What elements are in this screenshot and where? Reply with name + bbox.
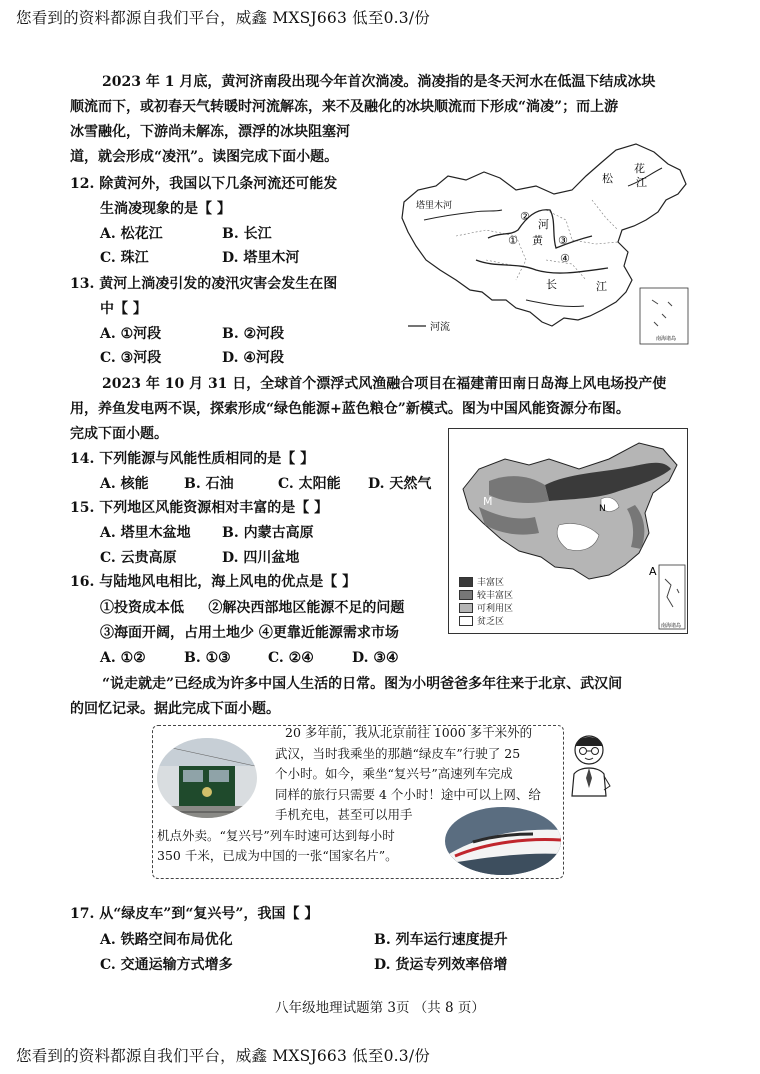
legend-fair-swatch — [459, 590, 473, 600]
passage2-line-3: 完成下面小题。 — [70, 426, 168, 442]
china-outline-map — [396, 140, 692, 348]
story-line-6: 机点外卖。“复兴号”列车时速可达到每小时 — [157, 828, 395, 843]
map1-marker-3: ③ — [558, 234, 568, 247]
wind-map-label-m: M — [483, 495, 493, 508]
q12-option-c[interactable]: C. 珠江 — [100, 250, 149, 266]
story-line-7: 350 千米，已成为中国的一张“国家名片”。 — [157, 848, 398, 863]
passage1-line-3: 冰雪融化，下游尚未解冻，漂浮的冰块阻塞河 — [70, 124, 350, 140]
map1-marker-1: ① — [508, 234, 518, 247]
wind-map-inset-frame — [659, 565, 685, 629]
q16-stem: 16. 与陆地风电相比，海上风电的优点是【 】 — [70, 574, 357, 590]
q13-option-b[interactable]: B. ②河段 — [222, 326, 285, 342]
q13-option-d[interactable]: D. ④河段 — [222, 350, 284, 366]
wind-map-label-n: N — [599, 504, 606, 514]
q16-option-d[interactable]: D. ③④ — [352, 650, 399, 666]
wind-map-inset-label: 南海诸岛 — [661, 623, 682, 629]
q17-option-c[interactable]: C. 交通运输方式增多 — [100, 957, 233, 973]
source-banner-top: 您看到的资料都源自我们平台，威鑫 MXSJ663 低至0.3/份 — [16, 9, 430, 27]
q15-stem: 15. 下列地区风能资源相对丰富的是【 】 — [70, 500, 329, 516]
q12-stem-1: 12. 除黄河外，我国以下几条河流还可能发 — [70, 176, 338, 192]
legend-rich-label: 丰富区 — [477, 578, 505, 588]
story-line-2: 武汉，当时我乘坐的那趟“绿皮车”行驶了 25 — [275, 746, 521, 761]
memory-story-box — [152, 725, 564, 879]
q13-stem-1: 13. 黄河上淌凌引发的凌汛灾害会发生在图 — [70, 276, 338, 292]
q16-option-b[interactable]: B. ①③ — [184, 650, 231, 666]
q17-option-d[interactable]: D. 货运专列效率倍增 — [374, 957, 508, 973]
map1-label-jiang: 江 — [596, 280, 607, 293]
q14-stem: 14. 下列能源与风能性质相同的是【 】 — [70, 451, 315, 467]
legend-poor — [459, 614, 513, 627]
q14-option-d[interactable]: D. 天然气 — [368, 476, 432, 492]
wind-map-legend — [459, 575, 513, 627]
q12-options-row-1 — [100, 222, 272, 246]
q14-options — [100, 472, 431, 496]
q15-options-row-2 — [100, 546, 299, 570]
passage3-line-1: “说走就走”已经成为许多中国人生活的日常。图为小明爸爸多年往来于北京、武汉间 — [102, 676, 623, 692]
q12-options-row-2 — [100, 246, 299, 270]
q17-option-b[interactable]: B. 列车运行速度提升 — [374, 932, 508, 948]
map1-label-jiang-songhua: 江 — [636, 176, 647, 189]
passage2-line-2: 用，养鱼发电两不误，探索形成“绿色能源+蓝色粮仓”新模式。图为中国风能资源分布图。 — [70, 401, 630, 417]
q13-option-c[interactable]: C. ③河段 — [100, 350, 162, 366]
q16-options — [100, 646, 399, 670]
q15-option-d[interactable]: D. 四川盆地 — [222, 550, 300, 566]
fuxing-train-image — [443, 806, 563, 876]
passage1-line-4: 道，就会形成“凌汛”。读图完成下面小题。 — [70, 149, 339, 165]
q13-options-row-2 — [100, 346, 284, 370]
legend-usable — [459, 601, 513, 614]
q14-option-b[interactable]: B. 石油 — [184, 476, 234, 492]
q12-option-d[interactable]: D. 塔里木河 — [222, 250, 300, 266]
river-map-figure — [396, 140, 692, 348]
story-line-3: 个小时。如今，乘坐“复兴号”高速列车完成 — [275, 766, 513, 781]
wind-china-outline — [463, 443, 677, 579]
q14-option-c[interactable]: C. 太阳能 — [278, 476, 341, 492]
q17-options-row-2 — [100, 953, 507, 977]
map1-label-tarim: 塔里木河 — [416, 201, 453, 211]
q15-options-row-1 — [100, 521, 314, 545]
q17-option-a[interactable]: A. 铁路空间布局优化 — [100, 932, 233, 948]
wind-map-label-a: A — [649, 565, 657, 578]
q14-option-a[interactable]: A. 核能 — [100, 476, 149, 492]
passage3-line-2: 的回忆记录。据此完成下面小题。 — [70, 701, 280, 717]
q13-option-a[interactable]: A. ①河段 — [100, 326, 162, 342]
legend-poor-label: 贫乏区 — [477, 617, 505, 627]
q12-option-a[interactable]: A. 松花江 — [100, 226, 163, 242]
q16-option-c[interactable]: C. ②④ — [268, 650, 314, 666]
map1-marker-4: ④ — [560, 252, 570, 265]
map1-marker-2: ② — [520, 210, 530, 223]
q16-option-a[interactable]: A. ①② — [100, 650, 146, 666]
source-banner-bottom: 您看到的资料都源自我们平台，威鑫 MXSJ663 低至0.3/份 — [16, 1047, 430, 1065]
map1-label-chang: 长 — [546, 278, 557, 291]
q12-option-b[interactable]: B. 长江 — [222, 226, 272, 242]
legend-poor-swatch — [459, 616, 473, 626]
story-line-1: 20 多年前，我从北京前往 1000 多千米外的 — [285, 725, 533, 740]
q13-options-row-1 — [100, 322, 284, 346]
passage1-line-1: 2023 年 1 月底，黄河济南段出现今年首次淌凌。淌凌指的是冬天河水在低温下结成冰块 — [102, 74, 656, 90]
q15-option-a[interactable]: A. 塔里木盆地 — [100, 525, 191, 541]
legend-usable-swatch — [459, 603, 473, 613]
passage1-line-2: 顺流而下，或初春天气转暖时河流解冻，来不及融化的冰块顺流而下形成“淌凌”；而上游 — [70, 99, 619, 115]
q15-option-c[interactable]: C. 云贵高原 — [100, 550, 177, 566]
green-train-image — [155, 736, 259, 820]
map1-label-hua: 花 — [634, 162, 645, 175]
map1-inset-label: 南海诸岛 — [656, 336, 677, 342]
q16-statements-2: ③海面开阔，占用土地少 ④更靠近能源需求市场 — [100, 625, 399, 641]
map1-label-song: 松 — [602, 172, 613, 185]
page-footer: 八年级地理试题第 3页 （共 8 页） — [275, 1000, 485, 1016]
father-cartoon-icon — [564, 730, 614, 800]
q15-option-b[interactable]: B. 内蒙古高原 — [222, 525, 314, 541]
wind-resource-map-figure — [448, 428, 688, 634]
story-line-5: 手机充电，甚至可以用手 — [275, 807, 413, 822]
map1-label-huang: 黄 — [532, 234, 543, 247]
q17-stem: 17. 从“绿皮车”到“复兴号”，我国【 】 — [70, 906, 319, 922]
legend-fair-label: 较丰富区 — [477, 591, 514, 601]
legend-fair — [459, 588, 513, 601]
legend-rich — [459, 575, 513, 588]
q17-options-row-1 — [100, 928, 508, 952]
map1-legend-river-label: 河流 — [430, 322, 450, 333]
q12-stem-2: 生淌凌现象的是【 】 — [100, 201, 231, 217]
map1-label-he: 河 — [538, 218, 549, 231]
passage2-line-1: 2023 年 10 月 31 日，全球首个漂浮式风渔融合项目在福建莆田南日岛海上风电场投产使 — [102, 376, 667, 392]
story-line-4: 同样的旅行只需要 4 个小时！途中可以上网、给 — [275, 787, 541, 802]
legend-usable-label: 可利用区 — [477, 604, 514, 614]
legend-rich-swatch — [459, 577, 473, 587]
q13-stem-2: 中【 】 — [100, 301, 147, 317]
q16-statements-1: ①投资成本低 ②解决西部地区能源不足的问题 — [100, 600, 405, 616]
